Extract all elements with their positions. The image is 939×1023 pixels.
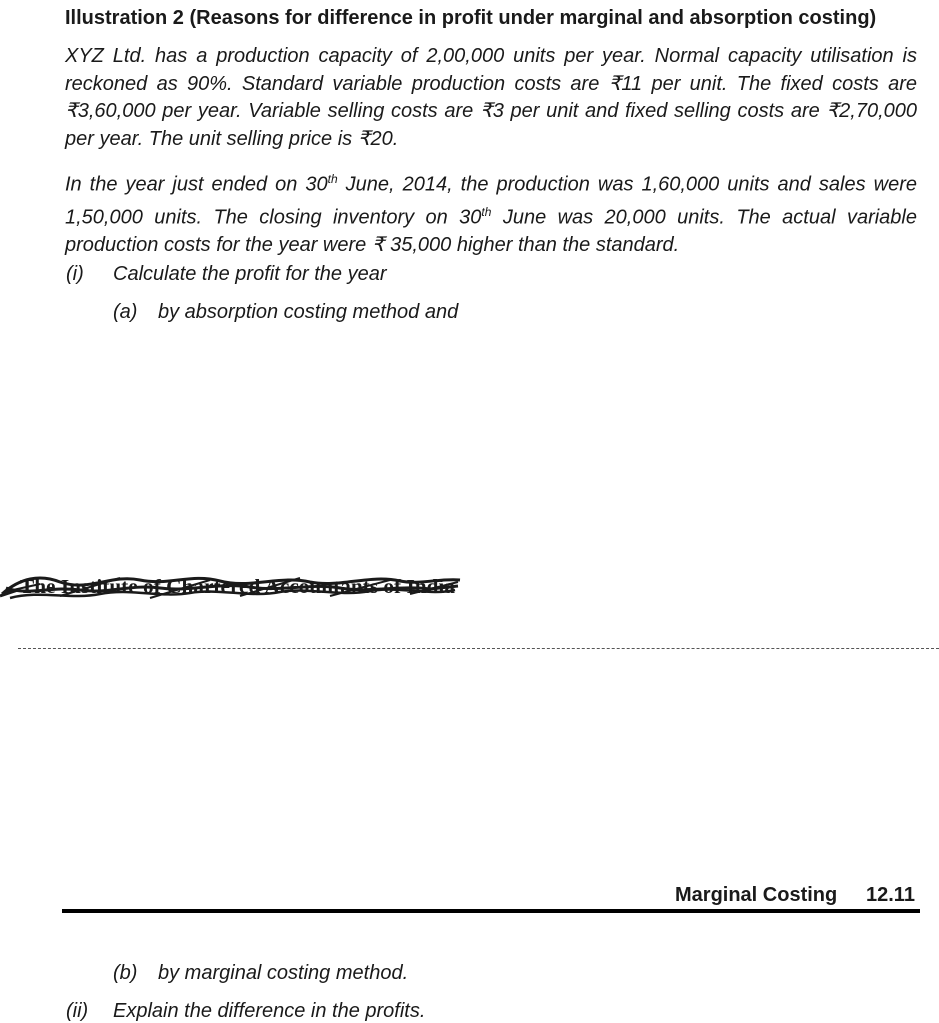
watermark-text: The Institute of Chartered Accountants of India <box>20 576 456 598</box>
item-i-number: (i) <box>66 263 84 285</box>
item-b-number: (b) <box>113 962 138 984</box>
ordinal-suffix: th <box>481 205 492 220</box>
item-b-text: by marginal costing method. <box>158 962 409 984</box>
illustration-heading: Illustration 2 (Reasons for difference in profit under marginal and absorption costing) <box>65 7 877 29</box>
item-ii-text: Explain the difference in the profits. <box>113 1000 426 1022</box>
paragraph-2-text-1: In the year just ended on 30 <box>65 173 328 196</box>
item-i-text: Calculate the profit for the year <box>113 263 387 285</box>
scribble-image <box>0 568 480 608</box>
chapter-title: Marginal Costing <box>675 884 838 906</box>
footer-rule <box>62 909 920 913</box>
paragraph-2-text-3: June was 20,000 units. The actual variable production costs for the year were ₹ 35,000 higher than the standard. <box>65 206 917 257</box>
paragraph-2-text-2: June, 2014, the production was 1,60,000 units and sales were 1,50,000 units. The closing inventory on 30 <box>65 173 917 229</box>
item-a-number: (a) <box>113 301 138 323</box>
item-a-text: by absorption costing method and <box>158 301 459 323</box>
problem-paragraph-2 <box>65 166 917 260</box>
problem-paragraph-1: XYZ Ltd. has a production capacity of 2,00,000 units per year. Normal capacity utilisation is reckoned as 90%. Standard variable production costs are ₹11 per unit. The fixed costs are ₹3,60,000 per year. Variable selling costs are ₹3 per unit and fixed selling costs are ₹2,70,000 per year. The unit selling price is ₹20. <box>65 45 917 150</box>
scribbled-out-watermark <box>0 568 480 608</box>
page-break-divider <box>18 648 939 649</box>
page-number: 12.11 <box>866 884 915 906</box>
ordinal-suffix: th <box>327 172 338 186</box>
item-ii-number: (ii) <box>66 1000 89 1022</box>
